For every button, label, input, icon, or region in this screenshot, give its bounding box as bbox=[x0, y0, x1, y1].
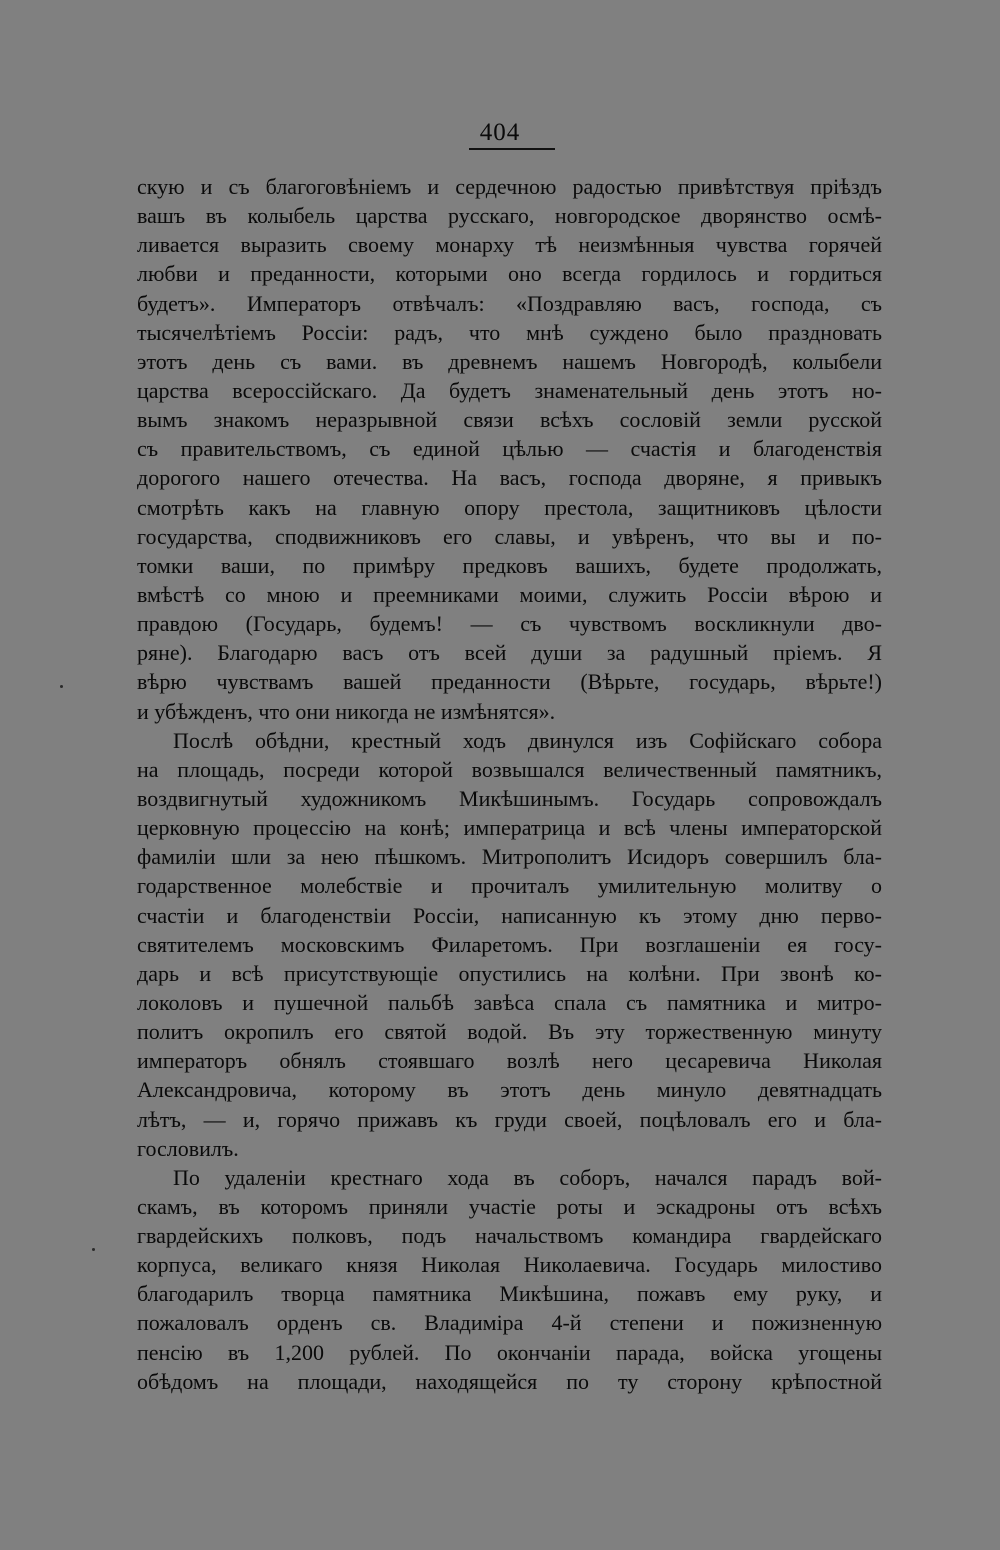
text-line: томки ваши, по примѣру предковъ вашихъ, будете продолжать, bbox=[137, 552, 882, 578]
text-line: Александровича, которому въ этотъ день минуло девятнадцать bbox=[137, 1077, 882, 1103]
text-line: локоловъ и пушечной пальбѣ завѣса спала съ памятника и митро- bbox=[137, 989, 882, 1015]
text-line: этотъ день съ вами. въ древнемъ нашемъ Новгородѣ, колыбели bbox=[137, 348, 882, 374]
text-line: скамъ, въ которомъ приняли участіе роты и эскадроны отъ всѣхъ bbox=[137, 1193, 882, 1219]
text-line: пенсію въ 1,200 рублей. По окончаніи парада, войска угощены bbox=[137, 1339, 882, 1365]
text-line: ливается выразить своему монарху тѣ неизмѣнныя чувства горячей bbox=[137, 232, 882, 258]
text-line: вымъ знакомъ неразрывной связи всѣхъ сословій земли русской bbox=[137, 407, 882, 433]
text-line: годарственное молебствіе и прочиталъ умилительную молитву о bbox=[137, 873, 882, 899]
text-line: на площадь, посреди которой возвышался величественный памятникъ, bbox=[137, 756, 882, 782]
text-line: политъ окропилъ его святой водой. Въ эту торжественную минуту bbox=[137, 1019, 882, 1045]
text-line: правдою (Государь, будемъ! — съ чувствомъ воскликнули дво- bbox=[137, 611, 882, 637]
text-line: гословилъ. bbox=[137, 1135, 239, 1161]
text-line: смотрѣть какъ на главную опору престола, защитниковъ цѣлости bbox=[137, 494, 882, 520]
text-line: гвардейскихъ полковъ, подъ начальствомъ командира гвардейскаго bbox=[137, 1223, 882, 1249]
text-line: благодарилъ творца памятника Микѣшина, пожавъ ему руку, и bbox=[137, 1281, 882, 1307]
text-line: обѣдомъ на площади, находящейся по ту сторону крѣпостной bbox=[137, 1368, 882, 1394]
text-line: лѣтъ, — и, горячо прижавъ къ груди своей, поцѣловалъ его и бла- bbox=[137, 1106, 882, 1132]
scan-speck bbox=[92, 1248, 95, 1251]
text-line: воздвигнутый художникомъ Микѣшинымъ. Государь сопровождалъ bbox=[137, 785, 882, 811]
text-line: скую и съ благоговѣніемъ и сердечною радостью привѣтствуя пріѣздъ bbox=[137, 174, 882, 199]
text-line: и убѣжденъ, что они никогда не измѣнятся». bbox=[137, 698, 556, 724]
text-line: вмѣстѣ со мною и преемниками моими, служить Россіи вѣрою и bbox=[137, 581, 882, 607]
body-text bbox=[137, 172, 882, 1396]
text-line: любви и преданности, которыми оно всегда гордилось и гордиться bbox=[137, 261, 882, 287]
page-number: 404 bbox=[479, 119, 521, 146]
text-line: церковную процессію на конѣ; императрица и всѣ члены императорской bbox=[137, 815, 882, 841]
text-line: дарь и всѣ присутствующіе опустились на колѣни. При звонѣ ко- bbox=[137, 960, 882, 986]
text-line: тысячелѣтіемъ Россіи: радъ, что мнѣ суждено было праздновать bbox=[137, 319, 882, 345]
text-line: съ правительствомъ, съ единой цѣлью — счастія и благоденствія bbox=[137, 436, 882, 462]
header-rule bbox=[469, 148, 555, 150]
scan-speck bbox=[60, 685, 63, 688]
text-line: корпуса, великаго князя Николая Николаевича. Государь милостиво bbox=[137, 1252, 882, 1278]
text-line: царства всероссійскаго. Да будетъ знаменательный день этотъ но- bbox=[137, 377, 882, 403]
text-line: По удаленіи крестнаго хода въ соборъ, начался парадъ вой- bbox=[173, 1164, 882, 1190]
text-line: фамиліи шли за нею пѣшкомъ. Митрополитъ Исидоръ совершилъ бла- bbox=[137, 844, 882, 870]
text-line: государства, сподвижниковъ его славы, и увѣренъ, что вы и по- bbox=[137, 523, 882, 549]
text-line: императоръ обнялъ стоявшаго возлѣ него цесаревича Николая bbox=[137, 1048, 882, 1074]
text-line: дорогого нашего отечества. На васъ, господа дворяне, я привыкъ bbox=[137, 465, 882, 491]
text-line: ряне). Благодарю васъ отъ всей души за радушный пріемъ. Я bbox=[137, 640, 882, 666]
text-line: Послѣ обѣдни, крестный ходъ двинулся изъ Софійскаго собора bbox=[173, 727, 882, 753]
text-line: вашъ въ колыбель царства русскаго, новгородское дворянство осмѣ- bbox=[137, 203, 882, 229]
text-line: святителемъ московскимъ Филаретомъ. При возглашеніи ея госу- bbox=[137, 931, 882, 957]
text-line: счастіи и благоденствіи Россіи, написанную къ этому дню перво- bbox=[137, 902, 882, 928]
text-line: пожаловалъ орденъ св. Владиміра 4-й степени и пожизненную bbox=[137, 1310, 882, 1336]
text-line: будетъ». Императоръ отвѣчалъ: «Поздравляю васъ, господа, съ bbox=[137, 290, 882, 316]
text-line: вѣрю чувствамъ вашей преданности (Вѣрьте, государь, вѣрьте!) bbox=[137, 669, 882, 695]
